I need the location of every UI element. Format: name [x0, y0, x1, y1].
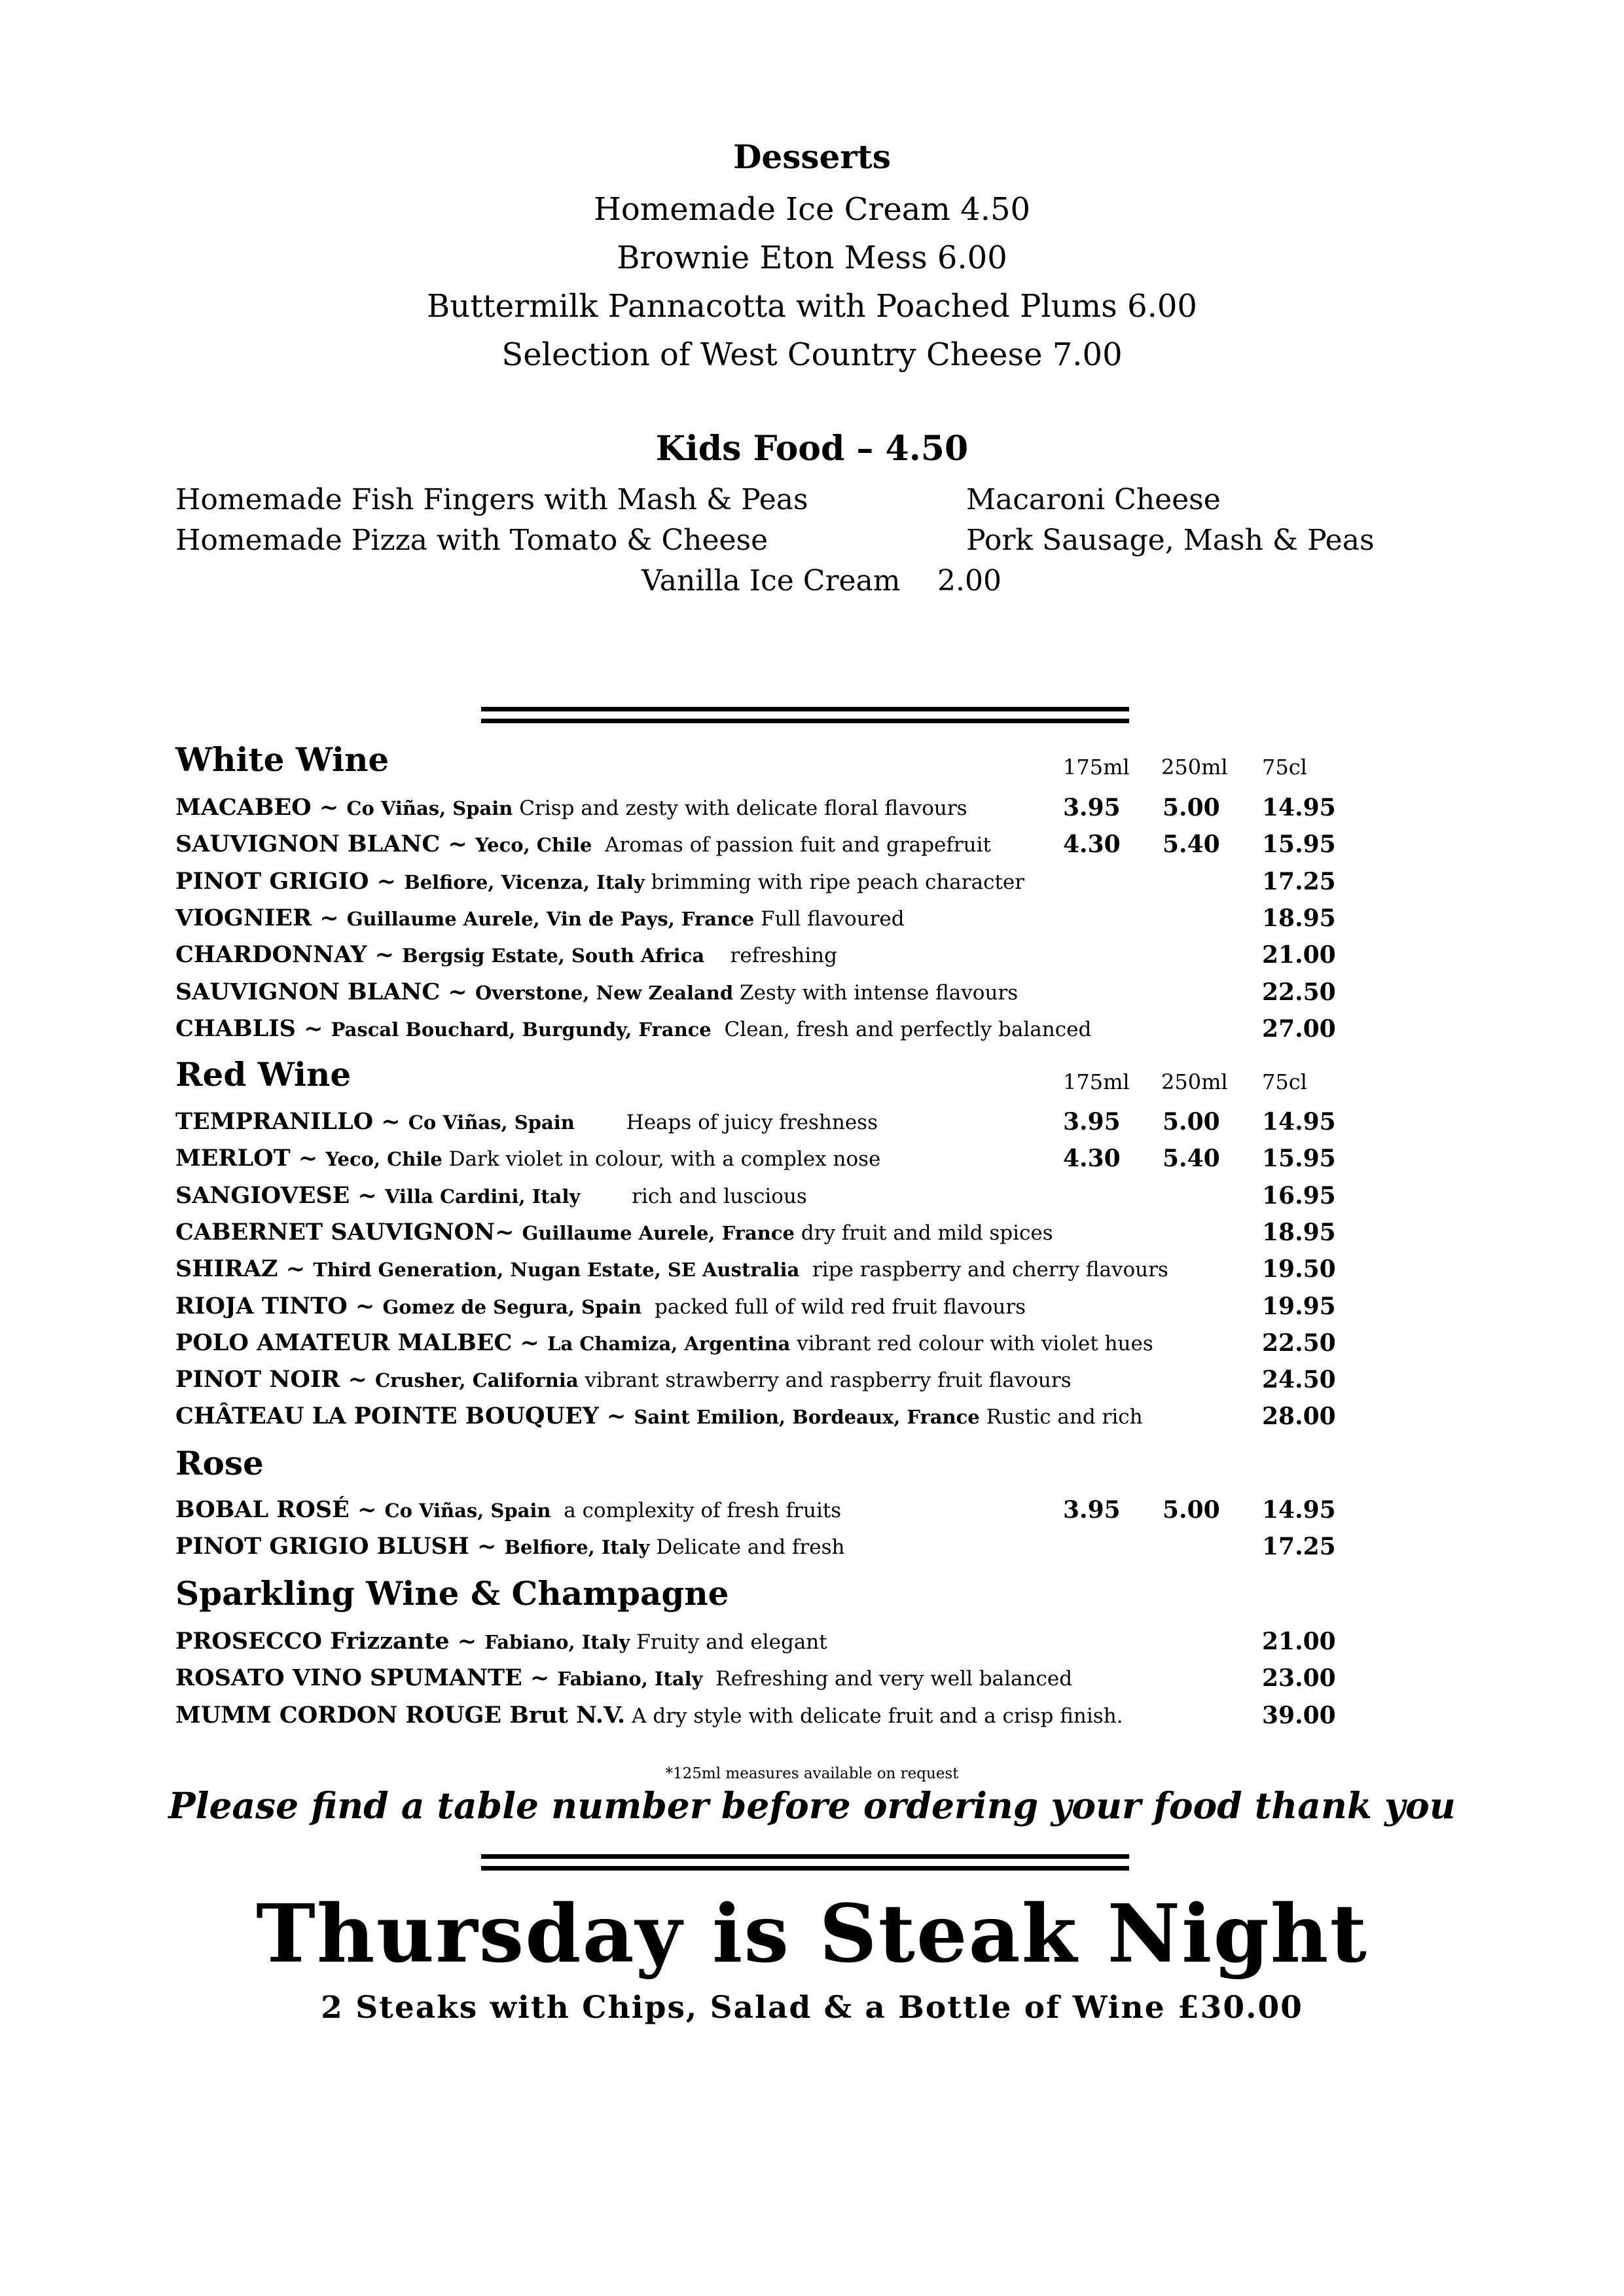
wine-title: PINOT GRIGIO ~: [175, 868, 405, 895]
wine-description: ripe raspberry and cherry flavours: [799, 1258, 1168, 1282]
wine-title: TEMPRANILLO ~: [175, 1108, 408, 1135]
wine-title: PROSECCO Frizzante ~: [175, 1628, 485, 1655]
wine-name: [175, 1329, 1153, 1356]
table-number-note: Please find a table number before ordering your food thank you: [168, 1784, 1456, 1827]
kids-item: Pork Sausage, Mash & Peas: [966, 524, 1375, 557]
footnote: *125ml measures available on request: [665, 1765, 959, 1782]
wine-description: vibrant red colour with violet hues: [790, 1332, 1153, 1355]
wine-name: [175, 1366, 1072, 1393]
price-75cl: 19.50: [1262, 1255, 1336, 1283]
price-75cl: 39.00: [1262, 1702, 1336, 1729]
wine-row: [175, 1366, 1337, 1403]
wine-row: [175, 1702, 1337, 1738]
wine-origin: Overstone, New Zealand: [475, 982, 734, 1004]
wine-row: [175, 1255, 1337, 1292]
price-75cl: 22.50: [1262, 1329, 1336, 1357]
wine-description: Clean, fresh and perfectly balanced: [711, 1018, 1092, 1041]
wine-origin: Co Viñas, Spain: [384, 1499, 551, 1522]
price-75cl: 14.95: [1262, 1108, 1336, 1136]
wine-row: [175, 1664, 1337, 1701]
wine-title: CHARDONNAY ~: [175, 941, 403, 968]
wine-row: [175, 1219, 1337, 1255]
wine-name: [175, 1496, 841, 1523]
wine-origin: Saint Emilion, Bordeaux, France: [634, 1406, 980, 1428]
price-175ml: 4.30: [1063, 1145, 1121, 1172]
dessert-item: Brownie Eton Mess 6.00: [617, 240, 1007, 276]
price-175ml: 3.95: [1063, 794, 1121, 821]
wine-name: [175, 1108, 878, 1135]
desserts-heading: Desserts: [733, 137, 891, 176]
wine-title: RIOJA TINTO ~: [175, 1293, 383, 1319]
wine-description: Dark violet in colour, with a complex nose: [442, 1147, 881, 1171]
wine-name: [175, 1255, 1168, 1282]
column-175ml: 175ml: [1063, 755, 1130, 780]
wine-row: [175, 1403, 1337, 1439]
price-75cl: 19.95: [1262, 1293, 1336, 1320]
wine-origin: La Chamiza, Argentina: [547, 1333, 791, 1355]
column-175ml: 175ml: [1063, 1069, 1130, 1094]
wine-description: vibrant strawberry and raspberry fruit flavours: [578, 1369, 1072, 1392]
wine-origin: Pascal Bouchard, Burgundy, France: [331, 1018, 712, 1041]
wine-title: MACABEO ~: [175, 794, 347, 821]
wine-origin: Co Viñas, Spain: [408, 1111, 575, 1134]
wine-name: [175, 1015, 1091, 1042]
wine-description: rich and luscious: [580, 1185, 807, 1208]
wine-description: a complexity of fresh fruits: [550, 1499, 842, 1522]
dessert-item: Homemade Ice Cream 4.50: [593, 191, 1031, 228]
wine-row: [175, 794, 1337, 831]
wine-row: [175, 1496, 1337, 1533]
wine-origin: Gomez de Segura, Spain: [382, 1296, 642, 1318]
wine-row: [175, 1015, 1337, 1052]
wine-row: [175, 905, 1337, 941]
wine-origin: Fabiano, Italy: [557, 1668, 703, 1690]
kids-item: Homemade Fish Fingers with Mash & Peas: [175, 483, 808, 516]
kids-item-vanilla: Vanilla Ice Cream: [641, 564, 901, 598]
wine-name: [175, 868, 1024, 895]
wine-title: SAUVIGNON BLANC ~: [175, 978, 475, 1005]
price-75cl: 21.00: [1262, 1628, 1336, 1655]
wine-name: [175, 1702, 1123, 1729]
price-75cl: 15.95: [1262, 831, 1336, 858]
price-75cl: 17.25: [1262, 1533, 1336, 1560]
price-75cl: 27.00: [1262, 1015, 1336, 1043]
wine-title: POLO AMATEUR MALBEC ~: [175, 1329, 548, 1356]
wine-row: [175, 1108, 1337, 1145]
wine-origin: Co Viñas, Spain: [346, 797, 513, 819]
wine-description: Heaps of juicy freshness: [574, 1111, 878, 1134]
price-75cl: 14.95: [1262, 794, 1336, 821]
wine-title: MERLOT ~: [175, 1145, 326, 1172]
wine-description: Refreshing and very well balanced: [702, 1667, 1073, 1691]
price-75cl: 18.95: [1262, 1219, 1336, 1246]
price-75cl: 18.95: [1262, 905, 1336, 932]
wine-name: [175, 1533, 845, 1560]
steak-night-title: Thursday is Steak Night: [256, 1886, 1368, 1981]
wine-origin: Yeco, Chile: [325, 1148, 442, 1170]
wine-title: CHABLIS ~: [175, 1015, 331, 1042]
wine-description: Rustic and rich: [979, 1405, 1143, 1429]
wine-description: Zesty with intense flavours: [733, 981, 1019, 1005]
wine-origin: Guillaume Aurele, Vin de Pays, France: [346, 908, 755, 930]
kids-food-heading: Kids Food – 4.50: [655, 429, 969, 469]
divider: [481, 1854, 1129, 1871]
wine-description: brimming with ripe peach character: [644, 870, 1025, 894]
wine-description: refreshing: [704, 944, 837, 967]
wine-name: [175, 831, 991, 857]
wine-title: BOBAL ROSÉ ~: [175, 1496, 385, 1523]
price-75cl: 15.95: [1262, 1145, 1336, 1172]
wine-name: [175, 1403, 1143, 1429]
price-250ml: 5.00: [1163, 1108, 1220, 1136]
wine-title: SAUVIGNON BLANC ~: [175, 831, 475, 857]
wine-description: Aromas of passion fuit and grapefruit: [592, 833, 991, 857]
price-75cl: 24.50: [1262, 1366, 1336, 1393]
wine-description: Crisp and zesty with delicate floral flavours: [513, 797, 967, 820]
price-75cl: 16.95: [1262, 1182, 1336, 1210]
price-75cl: 14.95: [1262, 1496, 1336, 1524]
wine-name: [175, 1293, 1026, 1319]
price-75cl: 23.00: [1262, 1664, 1336, 1692]
price-75cl: 22.50: [1262, 978, 1336, 1006]
wine-origin: Villa Cardini, Italy: [385, 1185, 581, 1208]
wine-name: [175, 1664, 1072, 1691]
wine-title: SHIRAZ ~: [175, 1255, 314, 1282]
wine-row: [175, 1533, 1337, 1570]
price-175ml: 4.30: [1063, 831, 1121, 858]
wine-origin: Yeco, Chile: [475, 834, 592, 856]
wine-origin: Belfiore, Italy: [504, 1536, 650, 1558]
wine-row: [175, 1329, 1337, 1366]
wine-name: [175, 941, 837, 968]
kids-item-vanilla-price: 2.00: [937, 564, 1001, 598]
price-250ml: 5.00: [1163, 794, 1220, 821]
wine-origin: Guillaume Aurele, France: [522, 1222, 795, 1244]
wine-origin: Fabiano, Italy: [484, 1631, 630, 1653]
dessert-item: Buttermilk Pannacotta with Poached Plums 6.00: [427, 288, 1197, 325]
wine-title: VIOGNIER ~: [175, 905, 347, 931]
wine-origin: Crusher, California: [375, 1369, 579, 1391]
wine-name: [175, 1145, 880, 1172]
wine-description: packed full of wild red fruit flavours: [641, 1295, 1026, 1319]
price-250ml: 5.40: [1163, 1145, 1220, 1172]
wine-name: [175, 1628, 827, 1655]
wine-row: [175, 868, 1337, 905]
wine-title: CHÂTEAU LA POINTE BOUQUEY ~: [175, 1403, 634, 1429]
wine-origin: Third Generation, Nugan Estate, SE Australia: [313, 1259, 800, 1281]
wine-title: SANGIOVESE ~: [175, 1182, 386, 1209]
price-75cl: 28.00: [1262, 1403, 1336, 1430]
wine-origin: Bergsig Estate, South Africa: [402, 944, 705, 967]
wine-row: [175, 831, 1337, 867]
column-250ml: 250ml: [1161, 1069, 1228, 1094]
price-75cl: 21.00: [1262, 941, 1336, 969]
steak-night-offer: 2 Steaks with Chips, Salad & a Bottle of Wine £30.00: [321, 1990, 1303, 2026]
wine-name: [175, 1219, 1053, 1246]
column-75cl: 75cl: [1262, 755, 1307, 780]
price-175ml: 3.95: [1063, 1496, 1121, 1524]
wine-title: ROSATO VINO SPUMANTE ~: [175, 1664, 558, 1691]
wine-row: [175, 1182, 1337, 1219]
wine-title: PINOT NOIR ~: [175, 1366, 376, 1393]
wine-name: [175, 1182, 807, 1209]
divider: [481, 707, 1129, 724]
wine-title: MUMM CORDON ROUGE Brut N.V.: [175, 1702, 626, 1729]
white-wine-heading: White Wine: [175, 740, 389, 779]
sparkling-heading: Sparkling Wine & Champagne: [175, 1574, 729, 1613]
red-wine-heading: Red Wine: [175, 1055, 352, 1094]
wine-name: [175, 794, 967, 821]
price-250ml: 5.40: [1163, 831, 1220, 858]
wine-title: CABERNET SAUVIGNON~: [175, 1219, 522, 1246]
dessert-item: Selection of West Country Cheese 7.00: [501, 336, 1123, 373]
price-175ml: 3.95: [1063, 1108, 1121, 1136]
wine-name: [175, 978, 1018, 1005]
wine-title: PINOT GRIGIO BLUSH ~: [175, 1533, 505, 1560]
wine-description: A dry style with delicate fruit and a crisp finish.: [625, 1704, 1123, 1728]
wine-description: Delicate and fresh: [649, 1535, 845, 1559]
wine-name: [175, 905, 905, 931]
wine-row: [175, 1628, 1337, 1664]
column-75cl: 75cl: [1262, 1069, 1307, 1094]
rose-heading: Rose: [175, 1444, 264, 1482]
price-250ml: 5.00: [1163, 1496, 1220, 1524]
wine-row: [175, 1145, 1337, 1181]
wine-origin: Belfiore, Vicenza, Italy: [404, 871, 645, 893]
price-75cl: 17.25: [1262, 868, 1336, 895]
wine-row: [175, 978, 1337, 1015]
column-250ml: 250ml: [1161, 755, 1228, 780]
kids-item: Homemade Pizza with Tomato & Cheese: [175, 524, 768, 557]
wine-description: dry fruit and mild spices: [794, 1221, 1053, 1245]
wine-description: Fruity and elegant: [630, 1630, 827, 1654]
kids-item: Macaroni Cheese: [966, 483, 1221, 516]
wine-row: [175, 1293, 1337, 1329]
wine-description: Full flavoured: [754, 907, 905, 931]
wine-row: [175, 941, 1337, 978]
